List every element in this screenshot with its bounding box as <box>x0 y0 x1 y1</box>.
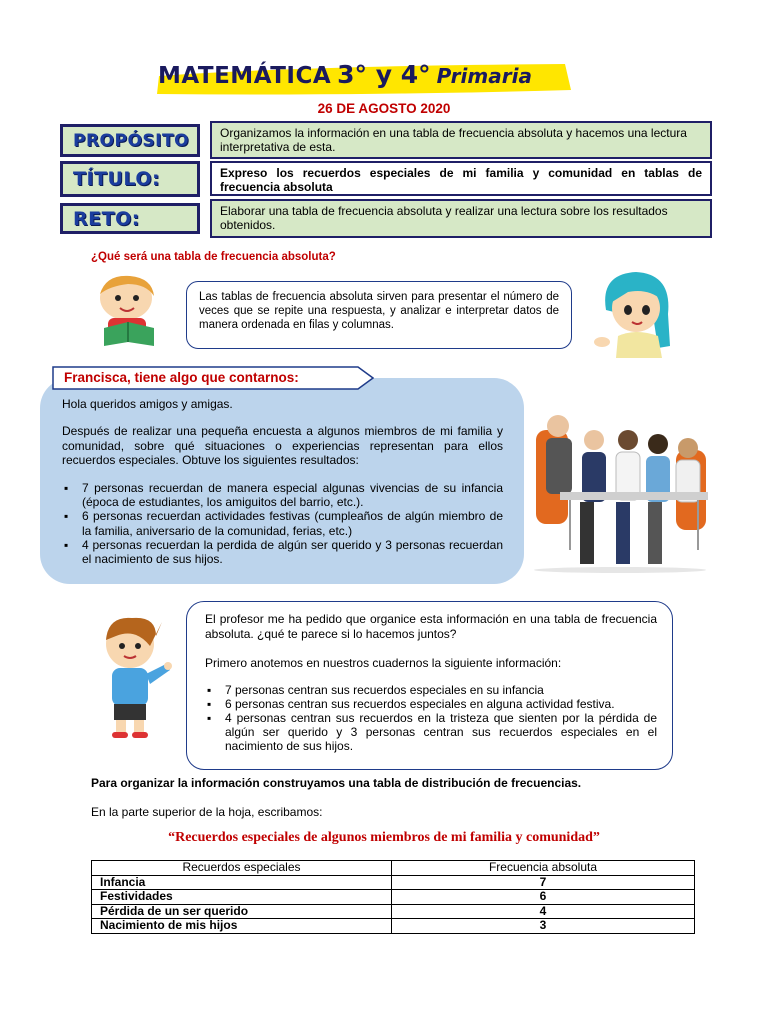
francisca-results-list <box>62 481 503 566</box>
frequency-table <box>91 860 695 934</box>
boy-pointing-illustration <box>92 612 172 742</box>
column-header: Recuerdos especiales <box>92 861 392 876</box>
row-label: Festividades <box>92 890 392 905</box>
list-item: ▪ 4 personas centran sus recuerdos en la tristeza que sienten por la pérdida de algún ser querido y 3 personas centran sus recuerdos especiales en el nacimiento de sus hijos. <box>205 711 657 753</box>
francisca-greeting: Hola queridos amigos y amigas. <box>62 397 233 411</box>
table-row <box>92 919 695 934</box>
list-item: ▪ 7 personas centran sus recuerdos especiales en su infancia <box>205 683 657 697</box>
column-header: Frecuencia absoluta <box>392 861 695 876</box>
row-frequency: 3 <box>392 919 695 934</box>
francisca-intro: Después de realizar una pequeña encuesta a algunos miembros de mi familia y comunidad, sobre qué situaciones o experiencias representan para ellos recuerdos especiales. Obtuve los siguientes resultados: <box>62 424 503 467</box>
family-meeting-illustration <box>530 410 710 574</box>
date: 26 DE AGOSTO 2020 <box>317 101 451 116</box>
row-frequency: 4 <box>392 904 695 919</box>
page-title <box>158 60 578 96</box>
proposito-text: Organizamos la información en una tabla de frecuencia absoluta y hacemos una lectura interpretativa de esta. <box>210 121 712 159</box>
title-grade: 3° y 4° <box>337 60 431 89</box>
teacher-intro: El profesor me ha pedido que organice esta información en una tabla de frecuencia absoluta. ¿qué te parece si lo hacemos juntos? <box>205 612 657 641</box>
list-item: ▪ 7 personas recuerdan de manera especial algunas vivencias de su infancia (época de estudiantes, los amiguitos del barrio, etc.). <box>62 481 503 509</box>
title-level: Primaria <box>436 64 532 88</box>
reto-text: Elaborar una tabla de frecuencia absoluta y realizar una lectura sobre los resultados obtenidos. <box>210 199 712 238</box>
francisca-title: Francisca, tiene algo que contarnos: <box>64 370 299 385</box>
list-item: ▪ 4 personas recuerdan la perdida de algún ser querido y 3 personas recuerdan el nacimiento de sus hijos. <box>62 538 503 566</box>
title-subject: MATEMÁTICA <box>158 63 332 89</box>
table-header-row <box>92 861 695 876</box>
row-label: Pérdida de un ser querido <box>92 904 392 919</box>
row-frequency: 6 <box>392 890 695 905</box>
row-frequency: 7 <box>392 875 695 890</box>
list-item: ▪ 6 personas recuerdan actividades festivas (cumpleaños de algún miembro de la familia, aniversario de la comunidad, ferias, etc.) <box>62 509 503 537</box>
reto-label: RETO: <box>60 203 200 234</box>
table-row <box>92 875 695 890</box>
organize-instruction: Para organizar la información construyamos una tabla de distribución de frecuencias. <box>91 776 582 790</box>
question-heading: ¿Qué será una tabla de frecuencia absoluta? <box>91 251 336 263</box>
row-label: Infancia <box>92 875 392 890</box>
table-row <box>92 904 695 919</box>
girl-illustration <box>588 266 682 360</box>
titulo-label: TÍTULO: <box>60 161 200 197</box>
boy-reading-illustration <box>84 272 176 350</box>
titulo-text: Expreso los recuerdos especiales de mi familia y comunidad en tablas de frecuencia absoluta <box>210 161 712 196</box>
table-title: “Recuerdos especiales de algunos miembros de mi familia y comunidad” <box>168 830 600 845</box>
table-row <box>92 890 695 905</box>
row-label: Nacimiento de mis hijos <box>92 919 392 934</box>
teacher-notes-list <box>205 683 657 753</box>
definition-bubble: Las tablas de frecuencia absoluta sirven para presentar el número de veces que se repite una respuesta, y analizar e interpretar datos de manera ordenada en filas y columnas. <box>186 281 572 349</box>
top-instruction: En la parte superior de la hoja, escribamos: <box>91 805 323 819</box>
list-item: ▪ 6 personas centran sus recuerdos especiales en alguna actividad festiva. <box>205 697 657 711</box>
proposito-label: PROPÓSITO <box>60 124 200 157</box>
teacher-first-step: Primero anotemos en nuestros cuadernos la siguiente información: <box>205 656 562 670</box>
